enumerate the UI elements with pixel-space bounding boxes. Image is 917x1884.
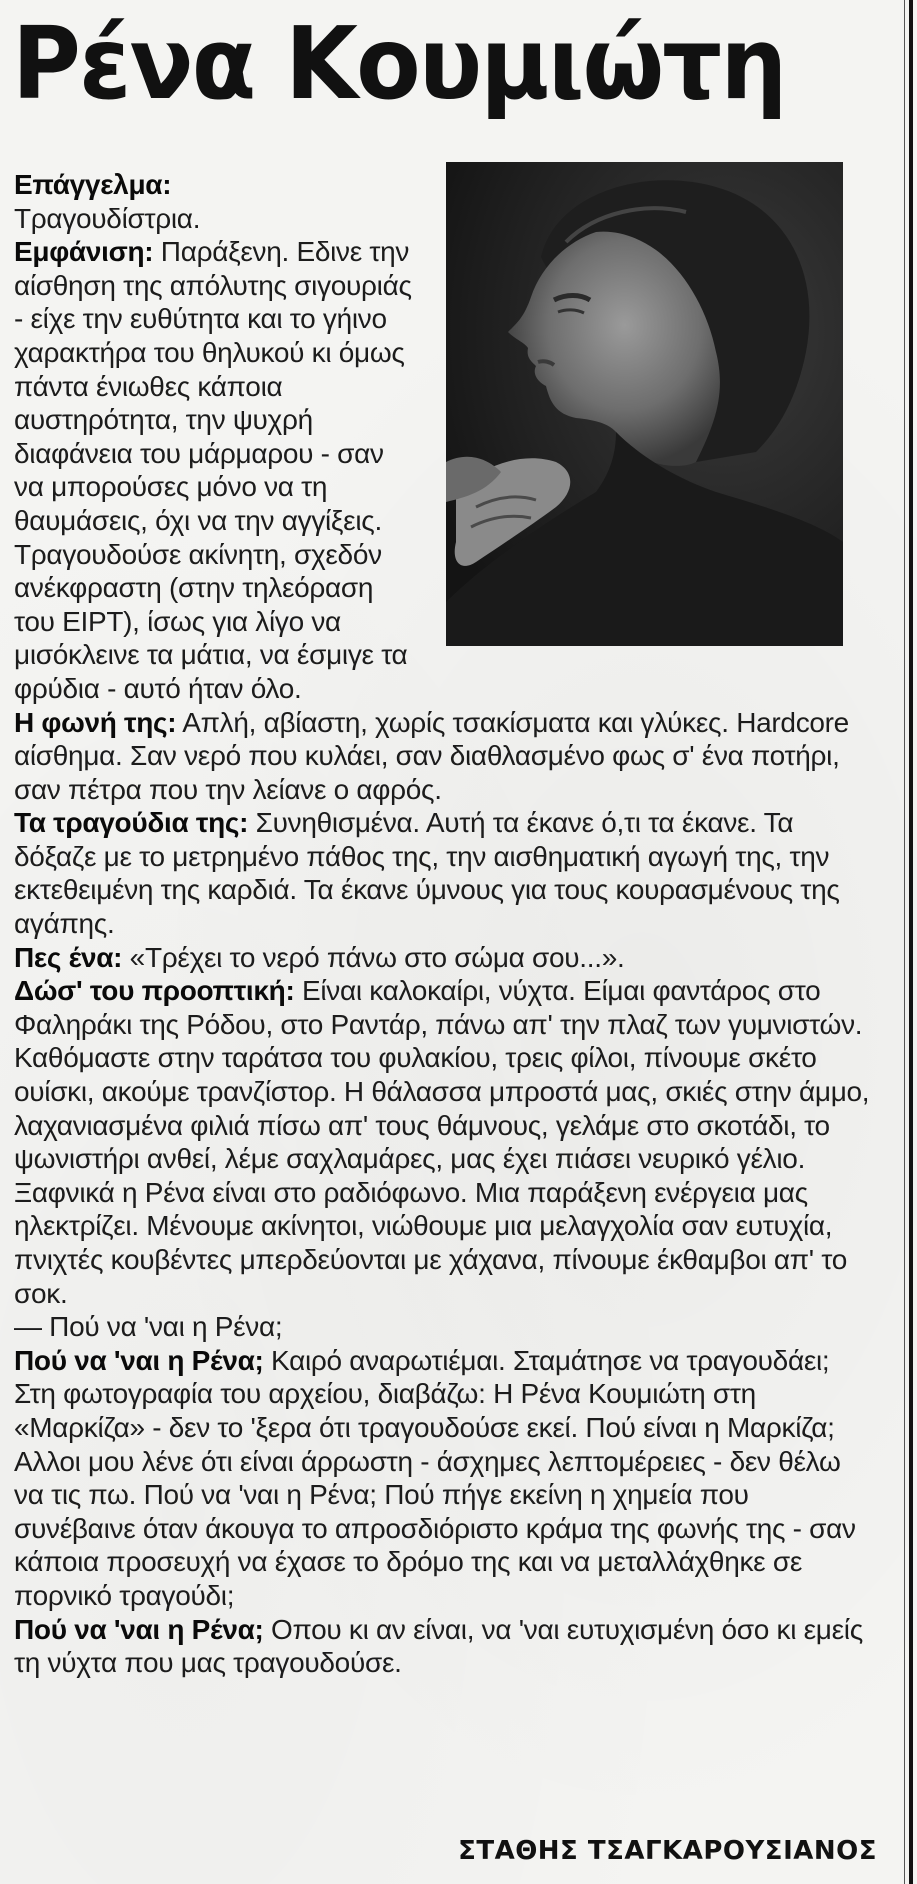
label-one-song: Πες ένα: bbox=[14, 941, 123, 973]
article-headline: Ρένα Κουμιώτη bbox=[12, 5, 786, 122]
article-byline: ΣΤΑΘΗΣ ΤΣΑΓΚΑΡΟΥΣΙΑΝΟΣ bbox=[458, 1836, 877, 1866]
section-voice bbox=[14, 706, 874, 807]
page-edge-rule-thin bbox=[904, 0, 905, 1884]
label-profession: Επάγγελμα: bbox=[14, 169, 172, 200]
article-body bbox=[14, 168, 874, 1680]
label-where-2: Πού να 'ναι η Ρένα; bbox=[14, 1613, 264, 1645]
text-profession: Τραγουδίστρια. bbox=[14, 202, 201, 234]
section-where-1 bbox=[14, 1344, 874, 1613]
dialogue-line: — Πού να 'ναι η Ρένα; bbox=[14, 1311, 283, 1343]
section-where-2 bbox=[14, 1613, 874, 1680]
section-songs bbox=[14, 806, 874, 940]
text-one-song: «Τρέχει το νερό πάνω στο σώμα σου...». bbox=[122, 941, 625, 973]
photo-wrap-space bbox=[424, 168, 874, 650]
label-where-1: Πού να 'ναι η Ρένα; bbox=[14, 1344, 264, 1376]
section-one-song bbox=[14, 941, 874, 975]
label-appearance: Εμφάνιση: bbox=[14, 236, 154, 268]
text-voice: Απλή, αβίαστη, χωρίς τσακίσματα και γλύκες. Hardcore αίσθημα. Σαν νερό που κυλάει, σαν διαθλασμένο φως σ' ένα ποτήρι, σαν πέτρα που την λείανε ο αφρός. bbox=[14, 706, 849, 805]
text-perspective: Είναι καλοκαίρι, νύχτα. Είμαι φαντάρος στο Φαληράκι της Ρόδου, στο Ραντάρ, πάνω απ' την πλαζ των γυμνιστών. Καθόμαστε στην ταράτσα του φυλακίου, τρεις φίλοι, πίνουμε σκέτο ουίσκι, ακούμε τρανζίστορ. Η θάλασσα μπροστά μας, σκιές στην άμμο, λαχανιασμένα φιλιά πίσω απ' τους θάμνους, γελάμε στο σκοτάδι, το ψωνιστήρι ανθεί, λέμε σαχλαμάρες, μας έχει πιάσει νευρικό γέλιο. Ξαφνικά η Ρένα είναι στο ραδιόφωνο. Μια παράξενη ενέργεια μας ηλεκτρίζει. Μένουμε ακίνητοι, νιώθουμε μια μελαγχολία σαν ευτυχία, πνιχτές κουβέντες μπερδεύονται με χάχανα, πίνουμε έκθαμβοι απ' το σοκ. bbox=[14, 975, 870, 1309]
text-where-2: Οπου κι αν είναι, να 'ναι ευτυχισμένη όσο κι εμείς τη νύχτα που μας τραγουδούσε. bbox=[14, 1613, 863, 1679]
label-songs: Τα τραγούδια της: bbox=[14, 807, 249, 839]
text-songs: Συνηθισμένα. Αυτή τα έκανε ό,τι τα έκανε. Τα δόξαζε με το μετρημένο πάθος της, την αισθηματική αγωγή της, την εκτεθειμένη της καρδιά. Τα έκανε ύμνους για τους κουρασμένους της αγάπης. bbox=[14, 807, 840, 940]
text-appearance: Παράξενη. Εδινε την αίσθηση της απόλυτης σιγουριάς - είχε την ευθύτητα και το γήινο χαρακτήρα του θηλυκού κι όμως πάντα ένιωθες κάποια αυστηρότητα, την ψυχρή διαφάνεια του μάρμαρου - σαν να μπορούσες μόνο να τη θαυμάσεις, όχι να την αγγίξεις. Τραγουδούσε ακίνητη, σχεδόν ανέκφραστη (στην τηλεόραση του ΕΙΡΤ), ίσως για λίγο να μισόκλεινε τα μάτια, να έσμιγε τα φρύδια - αυτό ήταν όλο. bbox=[14, 236, 412, 704]
label-voice: Η φωνή της: bbox=[14, 706, 177, 738]
text-where-1: Καιρό αναρωτιέμαι. Σταμάτησε να τραγουδάει; Στη φωτογραφία του αρχείου, διαβάζω: Η Ρένα Κουμιώτη στη «Μαρκίζα» - δεν το 'ξερα ότι τραγουδούσε εκεί. Πού είναι η Μαρκίζα; Αλλοι μου λένε ότι είναι άρρωστη - άσχημες λεπτομέρειες - δεν θέλω να τις πω. Πού να 'ναι η Ρένα; Πού πήγε εκείνη η χημεία που συνέβαινε όταν άκουγα το απροσδιόριστο κράμα της φωνής της - σαν κάποια προσευχή να έχασε το δρόμο της και να μεταλλάχθηκε σε πορνικό τραγούδι; bbox=[14, 1344, 856, 1611]
page-edge-rule bbox=[909, 0, 913, 1884]
label-perspective: Δώσ' του προοπτική: bbox=[14, 975, 295, 1007]
section-perspective bbox=[14, 974, 874, 1310]
